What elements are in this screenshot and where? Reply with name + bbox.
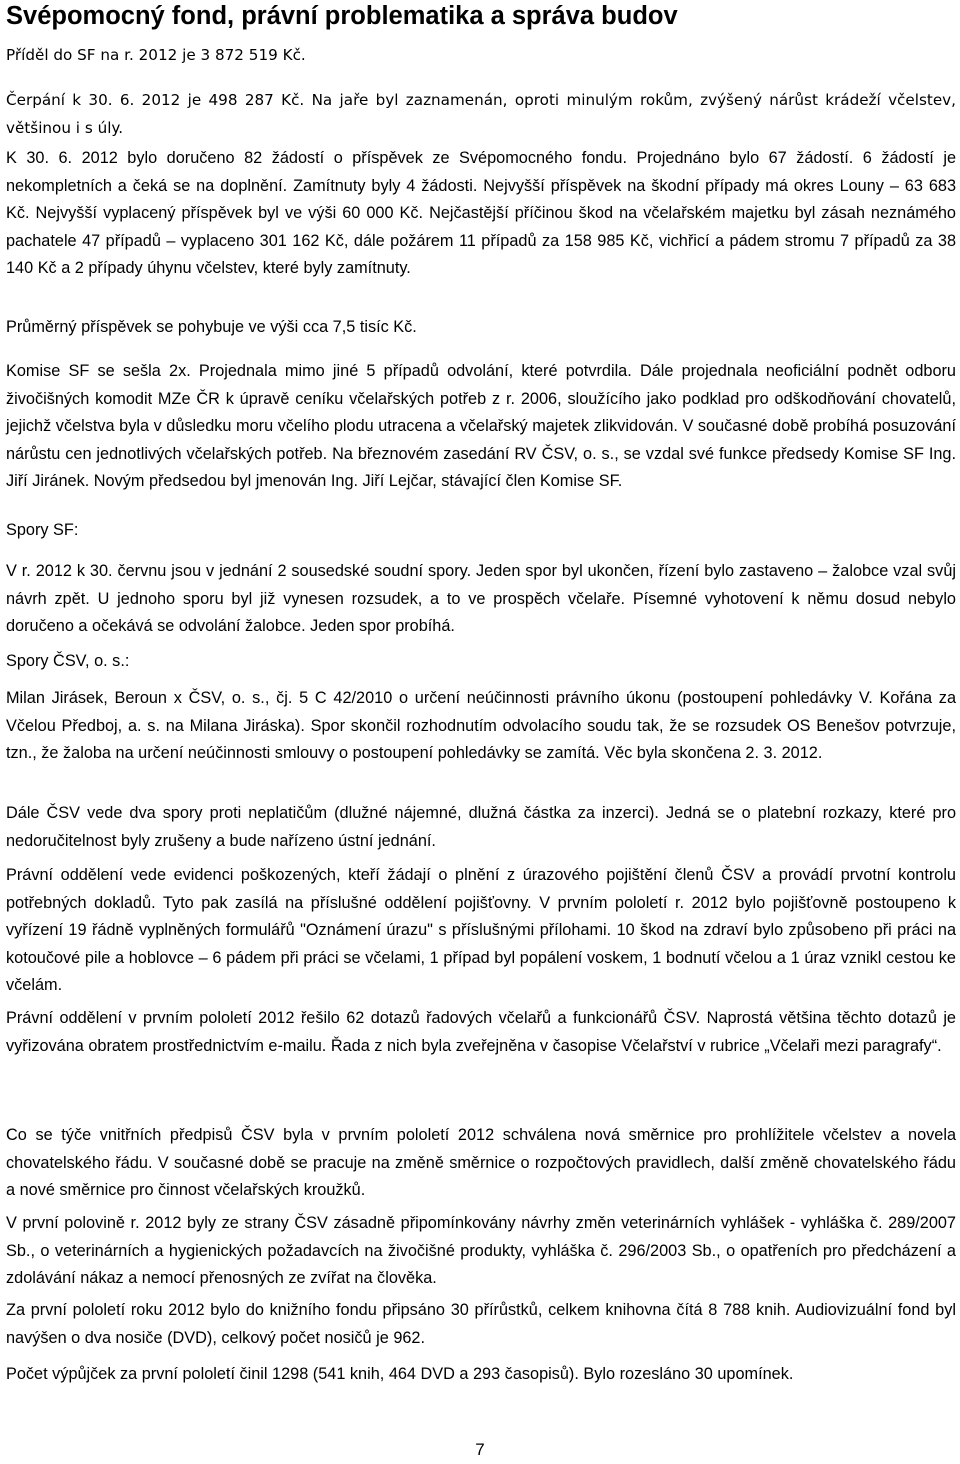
paragraph-requests: K 30. 6. 2012 bylo doručeno 82 žádostí o příspěvek ze Svépomocného fondu. Projednáno bylo 67 žádostí. 6 žádostí je nekompletních a čeká se na doplnění. Zamítnuty byly 4 žádosti. Nejvyšší příspěvek na škodní případy má okres Louny – 63 683 Kč. Nejvyšší vyplacený příspěvek byl ve výši 60 000 Kč. Nejčastější příčinou škod na včelařském majetku byl zásah neznámého pachatele 47 případů – vyplaceno 301 162 Kč, dále požárem 11 případů za 158 985 Kč, vichřicí a pádem stromu 7 případů za 38 140 Kč a 2 případy úhynu včelstev, které byly zamítnuty. [6,149,956,277]
paragraph-vet-regulations: V první polovině r. 2012 byly ze strany ČSV zásadně připomínkovány návrhy změn veterinárních vyhlášek - vyhláška č. 289/2007 Sb., o veterinárních a hygienických požadavcích na živočišné produkty, vyhláška č. 296/2003 Sb., o opatřeních pro předcházení a zdolávání nákaz a nemocí přenosných ze zvířat na člověka. [6,1214,956,1287]
paragraph-legal-queries: Právní oddělení v prvním pololetí 2012 řešilo 62 dotazů řadových včelařů a funkcionářů ČSV. Naprostá většina těchto dotazů je vyřizována obratem prostřednictvím e-mailu. Řada z nich byla zveřejněna v časopise Včelařství v rubrice „Včelaři mezi paragrafy“. [6,1009,956,1055]
page-title: Svépomocný fond, právní problematika a správa budov [6,2,678,30]
paragraph-spending: Čerpání k 30. 6. 2012 je 498 287 Kč. Na jaře byl zaznamenán, oproti minulým rokům, zvýšený nárůst krádeží včelstev, většinou i s úly. [6,91,956,137]
heading-spory-csv: Spory ČSV, o. s.: [6,652,130,670]
paragraph-commission: Komise SF se sešla 2x. Projednala mimo jiné 5 případů odvolání, které potvrdila. Dále projednala neoficiální podnět odboru živočišných komodit MZe ČR k úpravě ceníku včelařských potřeb z r. 2006, sloužícího jako podklad pro odškodňování chovatelů, jejichž včelstva byla v důsledku moru včelího plodu utracena a včelařský majetek zlikvidován. V současné době probíhá posuzování nárůstu cen jednotlivých včelařských potřeb. Na březnovém zasedání RV ČSV, o. s., se vzdal své funkce předsedy Komise SF Ing. Jiří Jiránek. Novým předsedou byl jmenován Ing. Jiří Lejčar, stávající člen Komise SF. [6,362,956,490]
paragraph-jirasek: Milan Jirásek, Beroun x ČSV, o. s., čj. 5 C 42/2010 o určení neúčinnosti právního úkonu (postoupení pohledávky V. Kořána za Včelou Předboj, a. s. na Milana Jiráska). Spor skončil rozhodnutím odvolacího soudu tak, že se rozsudek OS Benešov potvrzuje, tzn., že žaloba na určení neúčinnosti smlouvy o postoupení pohledávky se zamítá. Věc byla skončena 2. 3. 2012. [6,689,956,762]
paragraph-neplatici: Dále ČSV vede dva spory proti neplatičům (dlužné nájemné, dlužná částka za inzerci). Jedná se o platební rozkazy, které pro nedoručitelnost byly zrušeny a bude nařízeno ústní jednání. [6,804,956,850]
paragraph-average: Průměrný příspěvek se pohybuje ve výši cca 7,5 tisíc Kč. [6,318,417,336]
paragraph-injury-insurance: Právní oddělení vede evidenci poškozených, kteří žádají o plnění z úrazového pojištění členů ČSV a provádí prvotní kontrolu potřebných dokladů. Tyto pak zasílá na příslušné oddělení pojišťovny. V prvním pololetí r. 2012 bylo pojišťovně postoupeno k vyřízení 19 řádně vyplněných formulářů "Oznámení úrazu" s příslušnými přílohami. 10 škod na zdraví bylo způsobeno při práci na kotoučové pile a hoblovce – 6 pádem při práci se včelami, 1 případ byl popálení voskem, 1 bodnutí včelou a 1 úraz vznikl cestou ke včelám. [6,866,956,994]
paragraph-allocation: Příděl do SF na r. 2012 je 3 872 519 Kč. [6,46,306,64]
paragraph-internal-rules: Co se týče vnitřních předpisů ČSV byla v prvním pololetí 2012 schválena nová směrnice pro prohlížitele včelstev a novela chovatelského řádu. V současné době se pracuje na změně směrnice o rozpočtových pravidlech, další změně chovatelského řádu a nové směrnice pro činnost včelařských kroužků. [6,1126,956,1199]
paragraph-spory-sf: V r. 2012 k 30. červnu jsou v jednání 2 sousedské soudní spory. Jeden spor byl ukončen, řízení bylo zastaveno – žalobce vzal svůj návrh zpět. U jednoho sporu byl již vynesen rozsudek, a to ve prospěch včelaře. Písemné vyhotovení k němu dosud nebylo doručeno a očekává se odvolání žalobce. Jeden spor probíhá. [6,562,956,635]
paragraph-library: Za první pololetí roku 2012 bylo do knižního fondu připsáno 30 přírůstků, celkem knihovna čítá 8 788 knih. Audiovizuální fond byl navýšen o dva nosiče (DVD), celkový počet nosičů je 962. [6,1301,956,1347]
paragraph-loans: Počet výpůjček za první pololetí činil 1298 (541 knih, 464 DVD a 293 časopisů). Bylo rozesláno 30 upomínek. [6,1365,794,1383]
heading-spory-sf: Spory SF: [6,521,79,539]
page-number: 7 [475,1440,485,1459]
